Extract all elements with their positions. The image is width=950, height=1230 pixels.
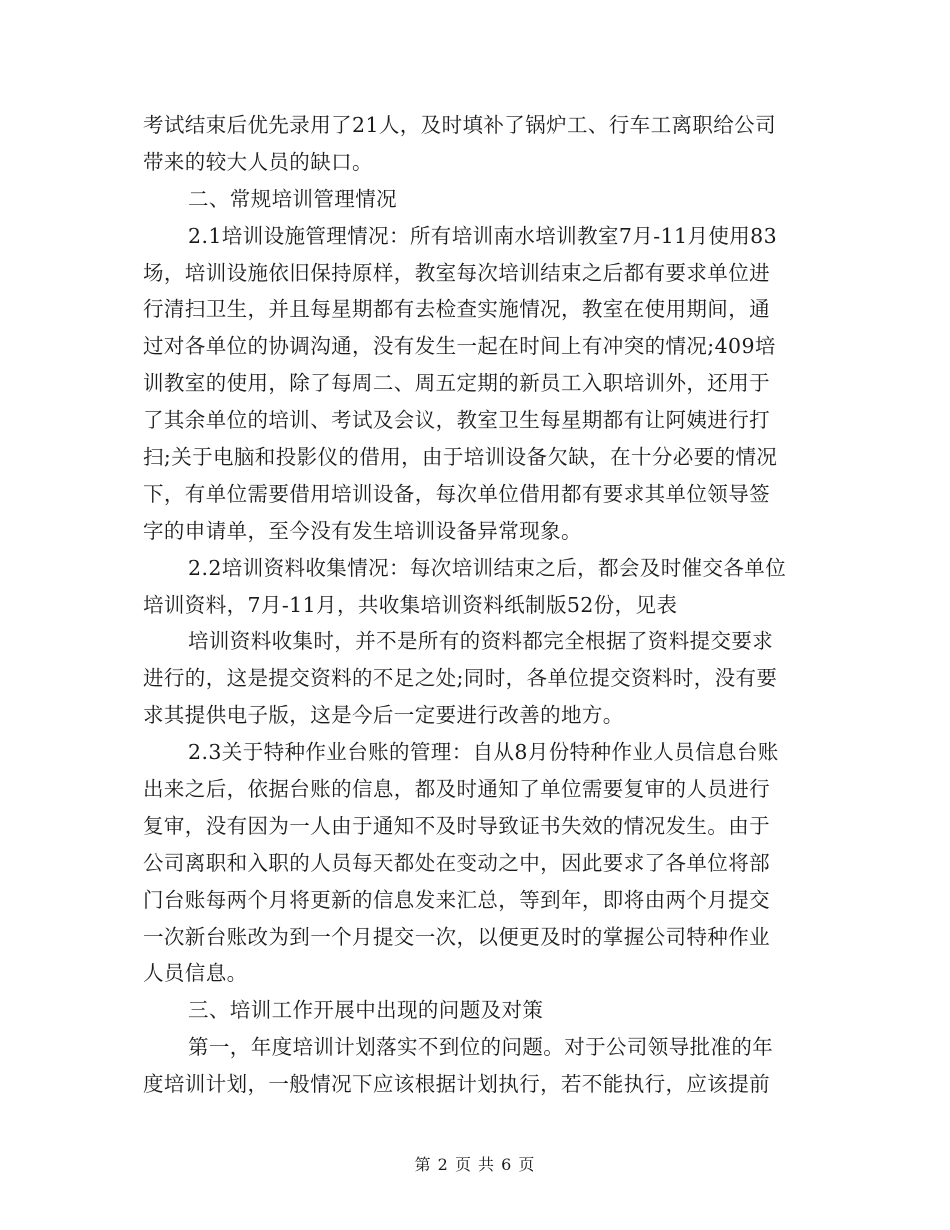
- text-line: 门台账每两个月将更新的信息发来汇总，等到年，即将由两个月提交: [143, 887, 770, 912]
- text-line: 二、常规培训管理情况: [188, 186, 397, 211]
- text-line: 了其余单位的培训、考试及会议，教室卫生每星期都有让阿姨进行打: [143, 408, 770, 433]
- text-line: 行清扫卫生，并且每星期都有去检查实施情况，教室在使用期间，通: [143, 297, 770, 322]
- text-line: 度培训计划，一般情况下应该根据计划执行，若不能执行，应该提前: [143, 1072, 770, 1097]
- text-line: 公司离职和入职的人员每天都处在变动之中，因此要求了各单位将部: [143, 850, 770, 875]
- text-line: 下，有单位需要借用培训设备，每次单位借用都有要求其单位领导签: [143, 481, 770, 506]
- text-line: 进行的，这是提交资料的不足之处;同时，各单位提交资料时，没有要: [143, 666, 778, 691]
- text-line: 过对各单位的协调沟通，没有发生一起在时间上有冲突的情况;409培: [143, 334, 776, 359]
- text-line: 2.1培训设施管理情况：所有培训南水培训教室7月-11月使用83: [188, 223, 778, 248]
- text-line: 2.3关于特种作业台账的管理：自从8月份特种作业人员信息台账: [188, 740, 779, 765]
- text-line: 出来之后，依据台账的信息，都及时通知了单位需要复审的人员进行: [143, 777, 770, 802]
- text-line: 带来的较大人员的缺口。: [143, 149, 373, 174]
- text-line: 人员信息。: [143, 961, 248, 986]
- text-line: 三、培训工作开展中出现的问题及对策: [188, 998, 544, 1023]
- text-line: 求其提供电子版，这是今后一定要进行改善的地方。: [143, 703, 624, 728]
- page-footer: 第 2 页 共 6 页: [414, 1155, 536, 1174]
- document-body: [143, 107, 815, 1103]
- text-line: 扫;关于电脑和投影仪的借用，由于培训设备欠缺，在十分必要的情况: [143, 445, 778, 470]
- text-line: 场，培训设施依旧保持原样，教室每次培训结束之后都有要求单位进: [143, 260, 770, 285]
- text-line: 培训资料收集时，并不是所有的资料都完全根据了资料提交要求: [188, 629, 774, 654]
- text-line: 训教室的使用，除了每周二、周五定期的新员工入职培训外，还用于: [143, 371, 770, 396]
- text-line: 考试结束后优先录用了21人，及时填补了锅炉工、行车工离职给公司: [143, 113, 776, 137]
- text-line: 培训资料，7月-11月，共收集培训资料纸制版52份，见表: [143, 592, 678, 617]
- text-line: 第一，年度培训计划落实不到位的问题。对于公司领导批准的年: [188, 1035, 774, 1060]
- text-line: 2.2培训资料收集情况：每次培训结束之后，都会及时催交各单位: [188, 555, 787, 580]
- text-line: 字的申请单，至今没有发生培训设备异常现象。: [143, 518, 582, 543]
- text-line: 一次新台账改为到一个月提交一次，以便更及时的掌握公司特种作业: [143, 924, 770, 949]
- text-line: 复审，没有因为一人由于通知不及时导致证书失效的情况发生。由于: [143, 813, 770, 838]
